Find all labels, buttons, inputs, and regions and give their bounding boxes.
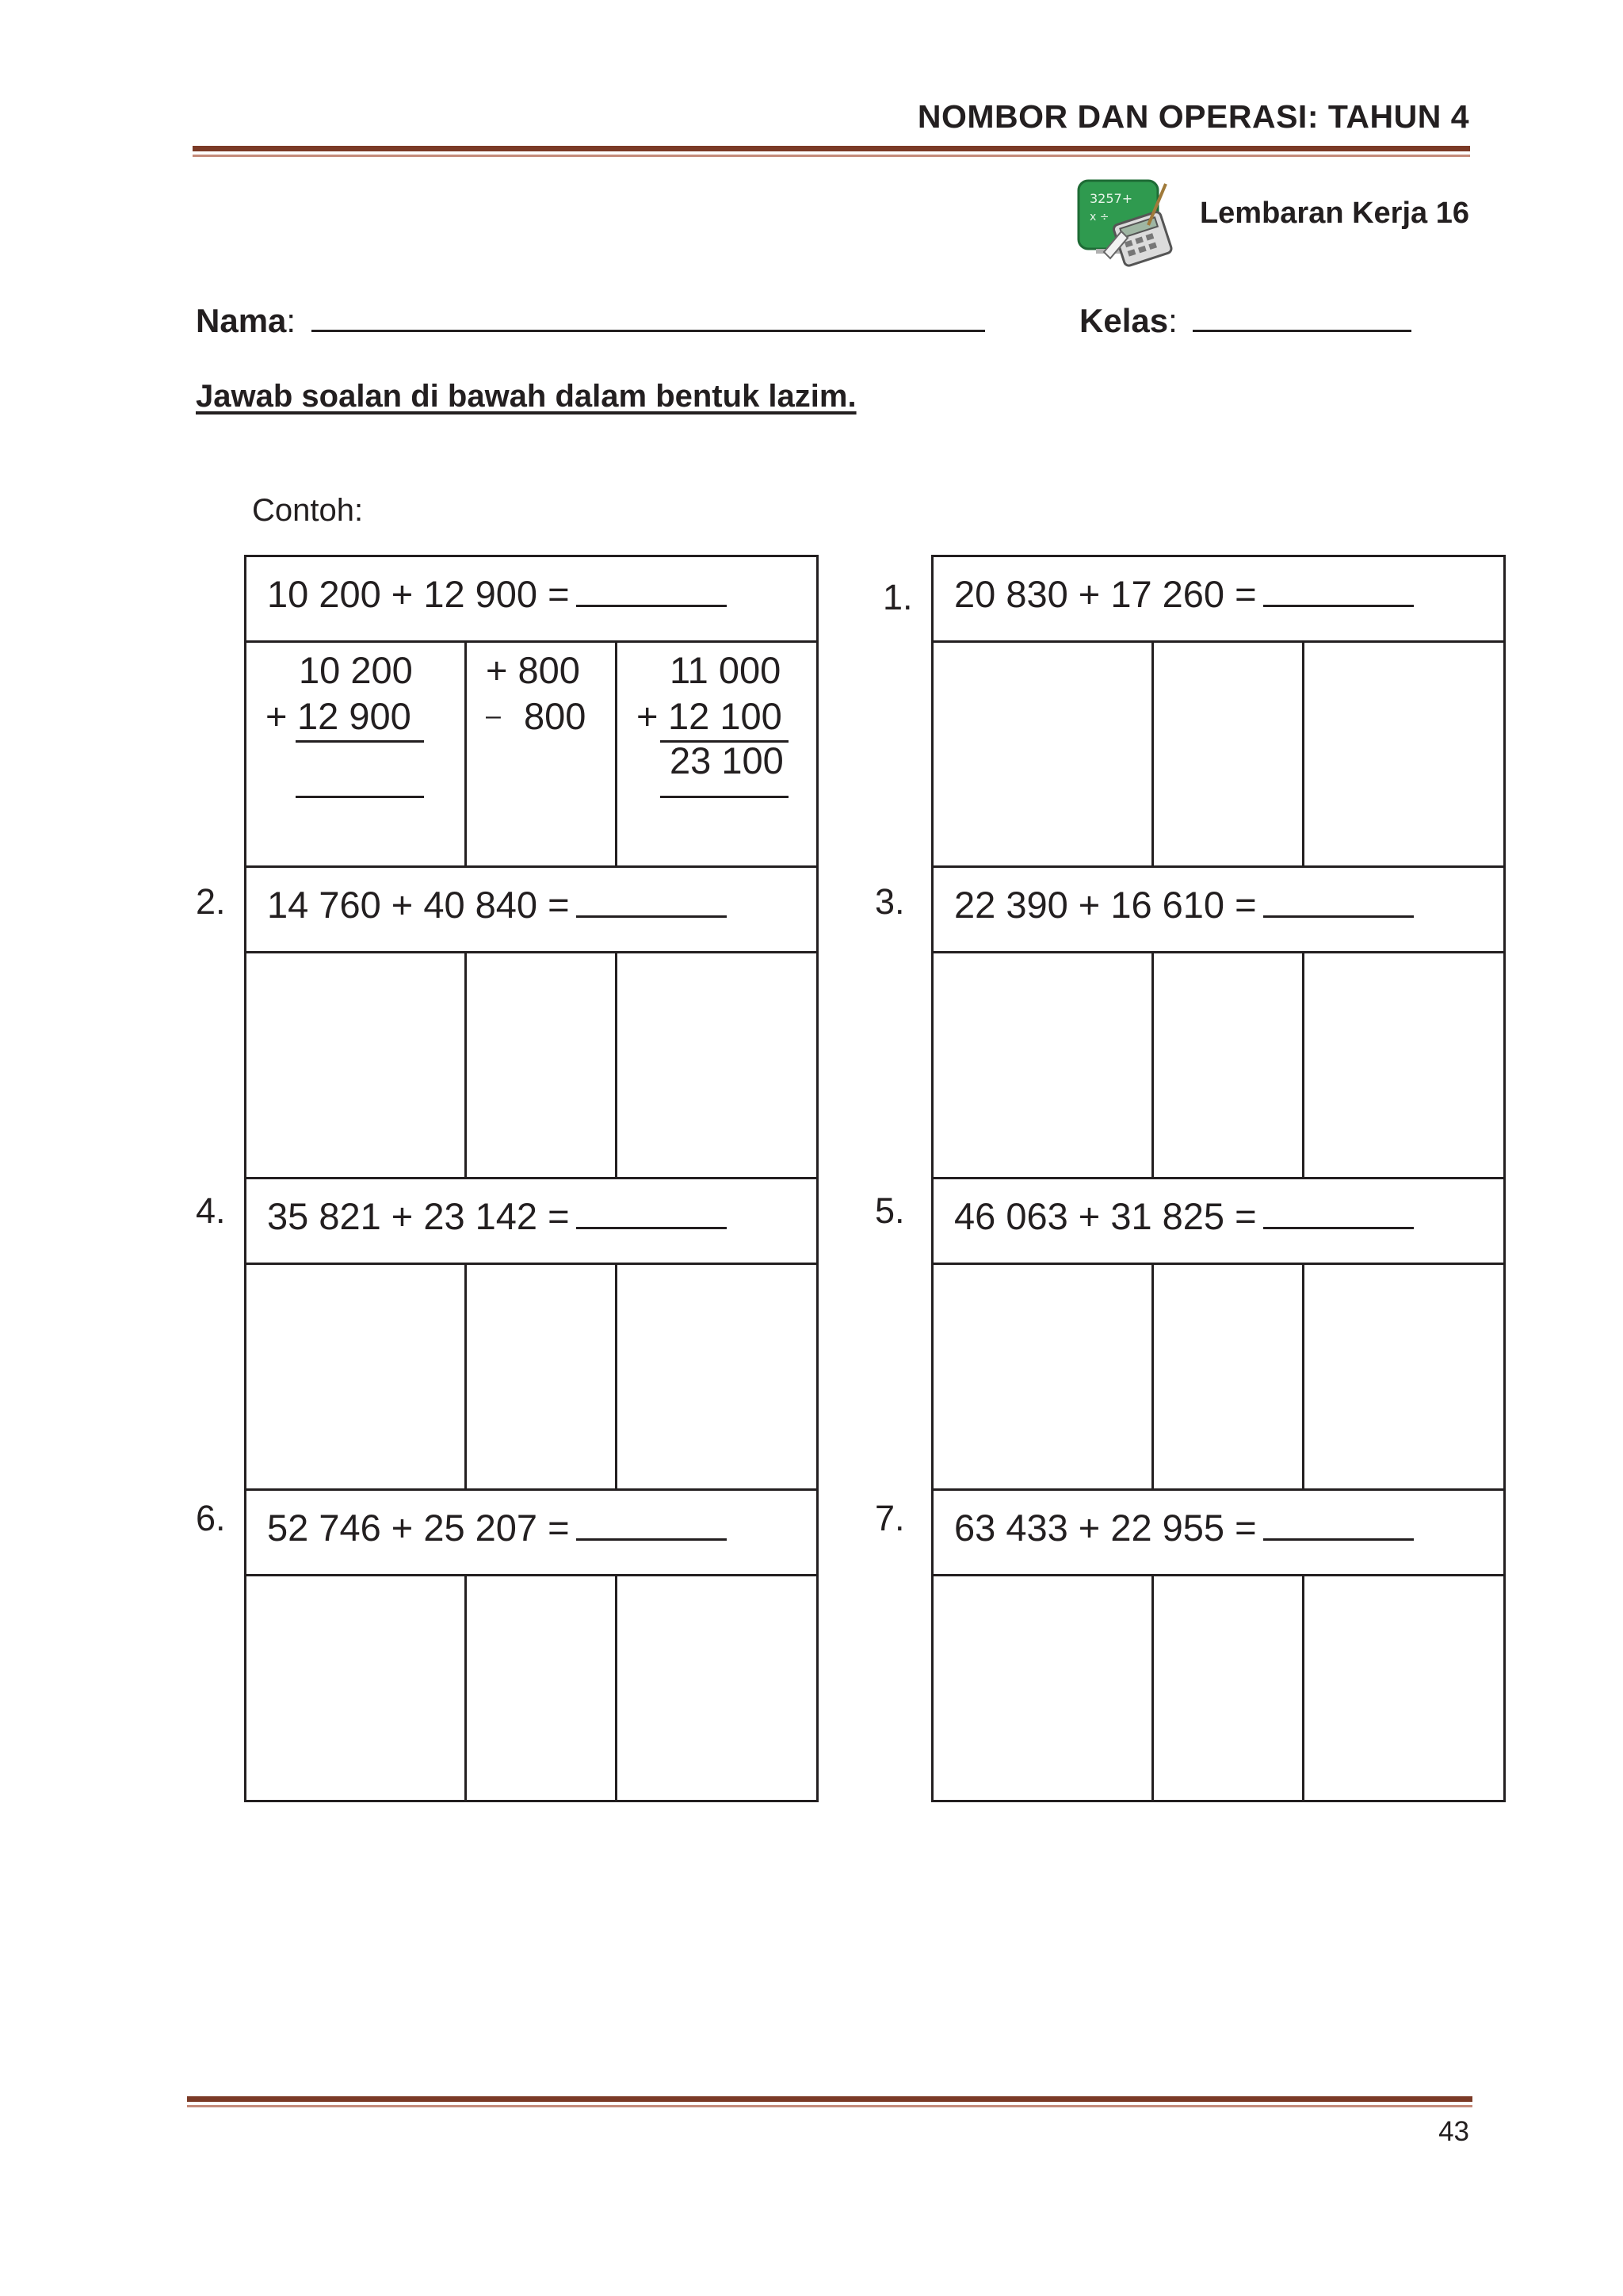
example-col3-top: 11 000 (670, 649, 781, 691)
question-number: 6. (196, 1498, 226, 1538)
example-column-3 (617, 640, 816, 865)
question-number: 2. (196, 881, 226, 922)
example-col3-op: + (636, 695, 659, 737)
work-column[interactable] (467, 951, 617, 1177)
question-box-6 (244, 1488, 819, 1802)
example-col1-bottom: 12 900 (297, 695, 411, 737)
footer-rule (187, 2096, 1472, 2102)
work-column[interactable] (1304, 1263, 1503, 1488)
example-col2-op: – (486, 701, 501, 731)
question-box-4 (244, 1177, 819, 1491)
work-column[interactable] (246, 951, 467, 1177)
question-number: 3. (875, 881, 905, 922)
example-col3-bottom: 12 100 (668, 695, 782, 737)
question-box-1 (931, 555, 1506, 868)
example-col1-answer-line (296, 796, 424, 798)
class-field[interactable]: Kelas: (1079, 301, 1411, 340)
work-column[interactable] (467, 1574, 617, 1800)
question-equation: 63 433 + 22 955 = (954, 1503, 1414, 1549)
question-number: 7. (875, 1498, 905, 1538)
work-column[interactable] (467, 1263, 617, 1488)
example-col3-answer-line (660, 796, 789, 798)
work-column[interactable] (617, 951, 816, 1177)
example-col2-bottom: 800 (524, 695, 586, 737)
example-column-1 (246, 640, 467, 865)
answer-blank[interactable] (1263, 570, 1414, 607)
question-box-5 (931, 1177, 1506, 1491)
name-field[interactable]: Nama: (196, 301, 985, 340)
instruction-text: Jawab soalan di bawah dalam bentuk lazim. (196, 379, 857, 414)
example-label: Contoh: (252, 493, 364, 528)
chalkboard-calculator-icon (1072, 176, 1180, 271)
question-equation: 22 390 + 16 610 = (954, 881, 1414, 926)
work-column[interactable] (934, 1263, 1154, 1488)
header-rule-thin (193, 155, 1470, 157)
answer-blank[interactable] (1263, 1192, 1414, 1229)
answer-blank[interactable] (1263, 1503, 1414, 1541)
question-equation: 20 830 + 17 260 = (954, 570, 1414, 616)
name-blank[interactable] (311, 301, 985, 332)
work-column[interactable] (1154, 951, 1304, 1177)
example-column-2 (467, 640, 617, 865)
page-header-title: NOMBOR DAN OPERASI: TAHUN 4 (917, 98, 1469, 135)
question-box-2 (244, 865, 819, 1179)
example-col1-top: 10 200 (299, 649, 413, 691)
work-column[interactable] (1154, 640, 1304, 865)
example-col2-top: + 800 (486, 649, 580, 691)
question-box-7 (931, 1488, 1506, 1802)
question-box-3 (931, 865, 1506, 1179)
example-col3-result: 23 100 (670, 739, 784, 781)
answer-blank[interactable] (576, 1503, 727, 1541)
work-column[interactable] (1154, 1263, 1304, 1488)
answer-blank (576, 570, 727, 607)
svg-text:3257+: 3257+ (1090, 191, 1133, 206)
page-number: 43 (1438, 2116, 1469, 2147)
work-column[interactable] (246, 1263, 467, 1488)
footer-rule-thin (187, 2105, 1472, 2107)
class-label: Kelas (1079, 302, 1169, 339)
question-equation: 52 746 + 25 207 = (267, 1503, 727, 1549)
work-column[interactable] (617, 1574, 816, 1800)
work-column[interactable] (934, 1574, 1154, 1800)
worksheet-label: Lembaran Kerja 16 (1199, 197, 1469, 230)
work-column[interactable] (1154, 1574, 1304, 1800)
work-column[interactable] (246, 1574, 467, 1800)
question-equation: 46 063 + 31 825 = (954, 1192, 1414, 1238)
example-box (244, 555, 819, 868)
work-column[interactable] (934, 951, 1154, 1177)
svg-text:x ÷: x ÷ (1090, 211, 1109, 223)
work-column[interactable] (1304, 640, 1503, 865)
example-header (246, 557, 816, 643)
example-col1-op: + (265, 695, 288, 737)
work-column[interactable] (617, 1263, 816, 1488)
answer-blank[interactable] (576, 881, 727, 918)
answer-blank[interactable] (1263, 881, 1414, 918)
class-blank[interactable] (1193, 301, 1411, 332)
question-equation: 14 760 + 40 840 = (267, 881, 727, 926)
name-label: Nama (196, 302, 287, 339)
question-number: 1. (883, 577, 913, 617)
example-equation: 10 200 + 12 900 = (267, 570, 727, 616)
question-equation: 35 821 + 23 142 = (267, 1192, 727, 1238)
work-column[interactable] (1304, 951, 1503, 1177)
answer-blank[interactable] (576, 1192, 727, 1229)
work-column[interactable] (934, 640, 1154, 865)
question-number: 5. (875, 1190, 905, 1231)
header-rule (193, 146, 1470, 151)
work-column[interactable] (1304, 1574, 1503, 1800)
example-col1-sum-line (296, 740, 424, 743)
question-number: 4. (196, 1190, 226, 1231)
